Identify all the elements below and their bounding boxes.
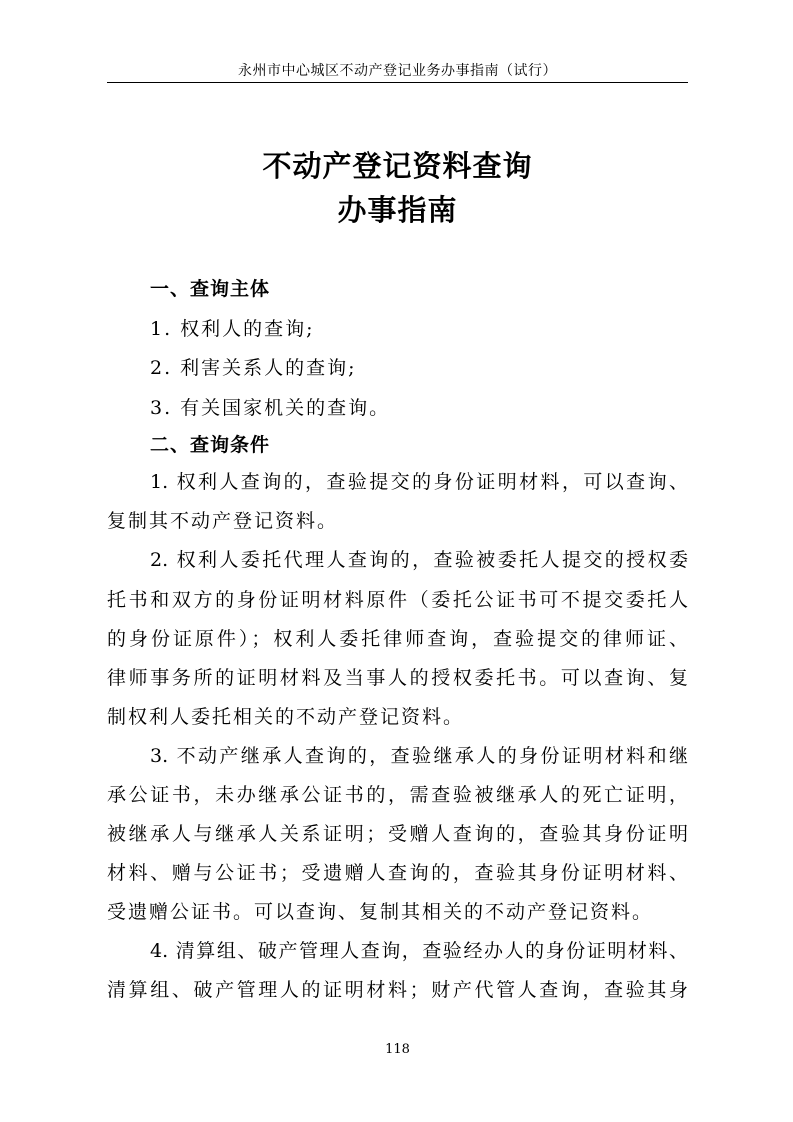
paragraph-line: 复制其不动产登记资料。 xyxy=(107,510,339,532)
paragraph-line: 4. 清算组、破产管理人查询，查验经办人的身份证明材料、 xyxy=(150,940,688,962)
list-item: 1. 权利人的查询; xyxy=(150,318,315,340)
page-number: 118 xyxy=(385,1042,410,1057)
list-item: 2. 利害关系人的查询; xyxy=(150,357,357,379)
paragraph-line: 材料、赠与公证书；受遗赠人查询的，查验其身份证明材料、 xyxy=(107,862,688,884)
paragraph-line: 2. 权利人委托代理人查询的，查验被委托人提交的授权委 xyxy=(150,549,688,571)
header-rule xyxy=(107,82,688,83)
paragraph-line: 承公证书，未办继承公证书的，需查验被继承人的死亡证明， xyxy=(107,784,688,806)
paragraph-line: 受遗赠公证书。可以查询、复制其相关的不动产登记资料。 xyxy=(107,901,654,923)
paragraph-line: 1. 权利人查询的，查验提交的身份证明材料，可以查询、 xyxy=(150,471,688,493)
paragraph-line: 律师事务所的证明材料及当事人的授权委托书。可以查询、复 xyxy=(107,667,688,689)
document-title-line-2: 办事指南 xyxy=(337,193,458,227)
paragraph-line: 的身份证原件）；权利人委托律师查询，查验提交的律师证、 xyxy=(107,628,688,650)
list-item: 3. 有关国家机关的查询。 xyxy=(150,397,391,419)
running-header: 永州市中心城区不动产登记业务办事指南（试行） xyxy=(238,63,557,79)
paragraph-line: 托书和双方的身份证明材料原件（委托公证书可不提交委托人 xyxy=(107,589,688,611)
section-heading-query-subject: 一、查询主体 xyxy=(150,278,271,300)
paragraph-line: 3. 不动产继承人查询的，查验继承人的身份证明材料和继 xyxy=(150,745,688,767)
paragraph-line: 制权利人委托相关的不动产登记资料。 xyxy=(107,706,465,728)
paragraph-line: 清算组、破产管理人的证明材料；财产代管人查询，查验其身 xyxy=(107,979,688,1001)
document-title-line-1: 不动产登记资料查询 xyxy=(262,149,533,183)
paragraph-line: 被继承人与继承人关系证明；受赠人查询的，查验其身份证明 xyxy=(107,823,688,845)
section-heading-query-conditions: 二、查询条件 xyxy=(150,434,271,456)
